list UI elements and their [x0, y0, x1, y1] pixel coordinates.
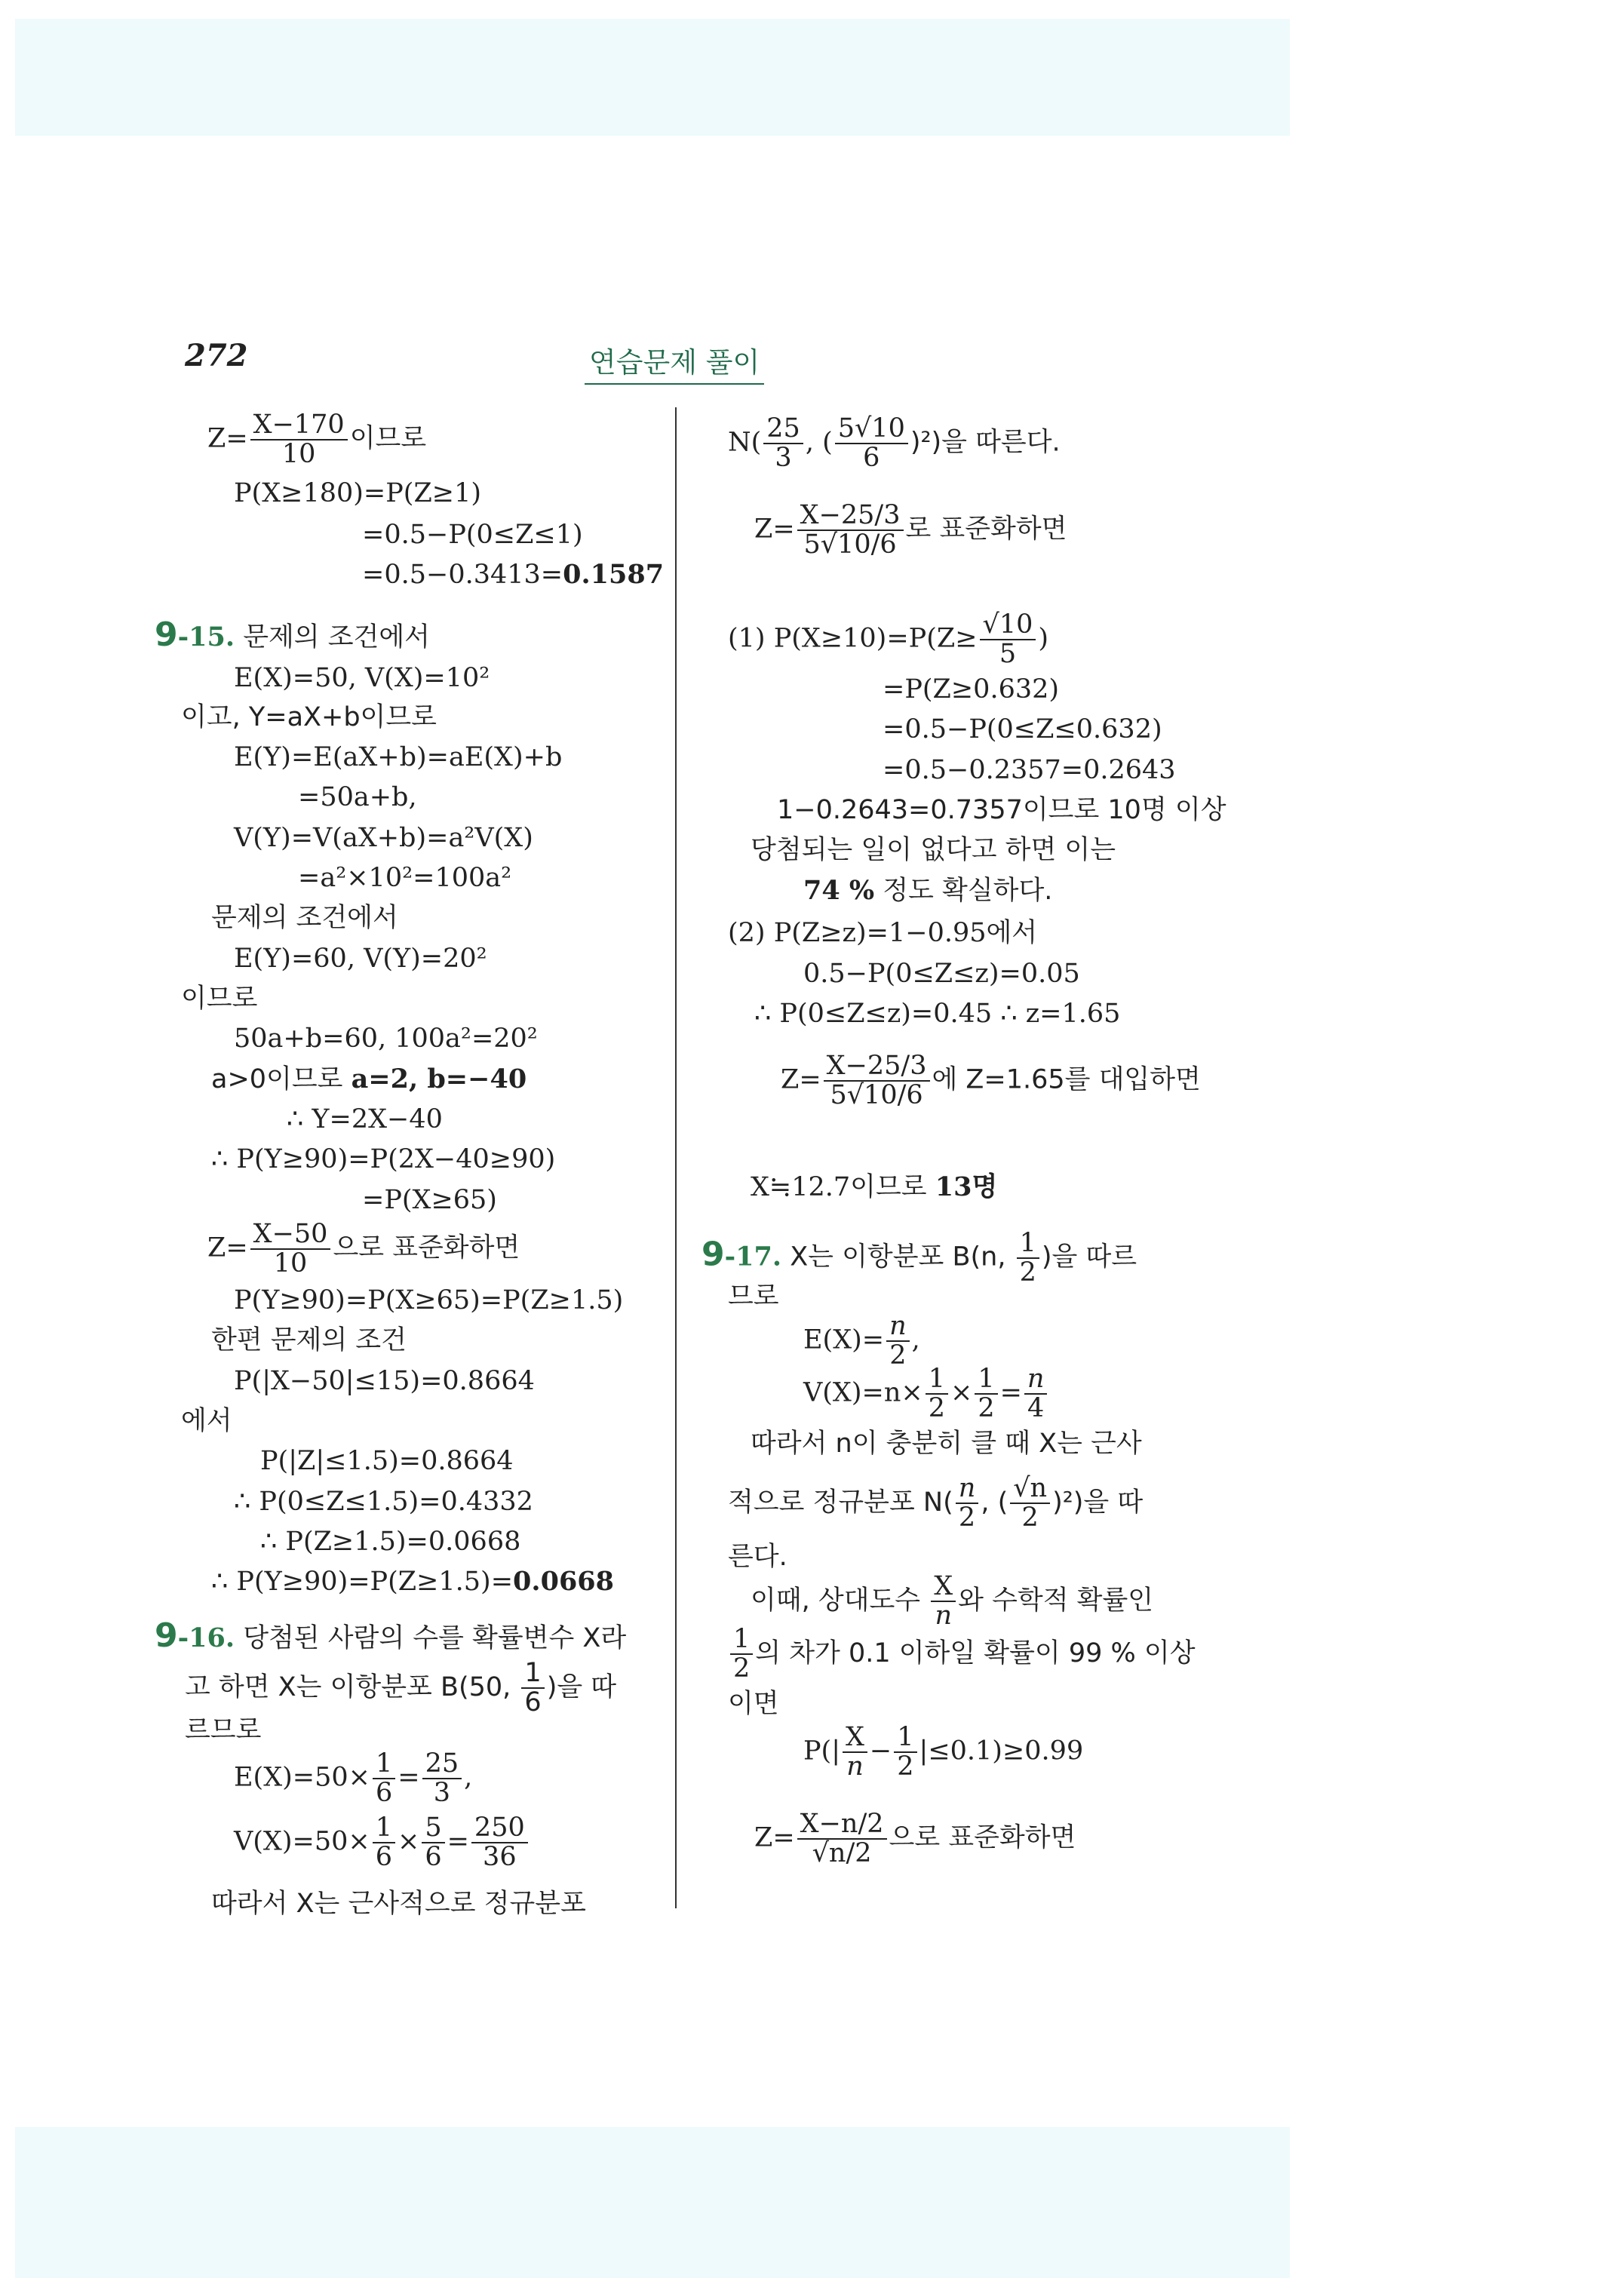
text-line: 1−0.2643=0.7357이므로 10명 이상: [777, 795, 1226, 825]
text-line: 따라서 X는 근사적으로 정규분포: [211, 1889, 586, 1919]
eq-part2: (2) P(Z≥z)=1−0.95에서: [728, 918, 1038, 948]
text-line: 따라서 n이 충분히 클 때 X는 근사: [751, 1429, 1142, 1459]
text-line: 이면: [728, 1689, 779, 1719]
eq-line: P(X≥180)=P(Z≥1): [234, 478, 482, 508]
problem-9-17-heading: 9-17. X는 이항분포 B(n, $\frac{1}{2}$ )을 따르: [701, 1228, 1137, 1288]
eq-line: =P(X≥65): [362, 1185, 497, 1215]
eq-line: =50a+b,: [298, 782, 417, 812]
text-line: 므로: [728, 1282, 779, 1312]
eq-expectation: E(X)= $\frac{n}{2}$ ,: [803, 1311, 920, 1371]
eq-variance: V(X)=50× $\frac{1}{6}$ × $\frac{5}{6}$ = $\frac{250}{36}$: [234, 1814, 530, 1871]
answer-line: 74 % 정도 확실하다.: [803, 875, 1053, 906]
text-line: 에서: [181, 1406, 232, 1436]
eq-line: E(Y)=60, V(Y)=20²: [234, 944, 487, 974]
text-line: 르므로: [185, 1715, 262, 1745]
eq-z-standardize-c: Z= $\frac{X-25/3}{5√10/6}$ 로 표준화하면: [754, 500, 1067, 560]
eq-probability-condition: P(| $\frac{X}{n}$ − $\frac{1}{2}$ |≤0.1)≥0.99: [803, 1722, 1084, 1782]
eq-part1: (1) P(X≥10)=P(Z≥ $\frac{√10}{5}$ ): [728, 609, 1049, 669]
eq-line: =a²×10²=100a²: [298, 863, 512, 893]
text-line: 른다.: [728, 1542, 787, 1572]
eq-line: P(|Z|≤1.5)=0.8664: [260, 1446, 514, 1476]
eq-normal-dist: N( $\frac{25}{3}$ , ( $\frac{5√10}{6}$ )²)을 따른다.: [728, 413, 1061, 473]
eq-line: P(Y≥90)=P(X≥65)=P(Z≥1.5): [234, 1285, 624, 1315]
text-line: 문제의 조건에서: [211, 903, 398, 933]
answer-line: X≒12.7이므로 13명: [751, 1171, 998, 1202]
text-line: $\frac{1}{2}$ 의 차가 0.1 이하일 확률이 99 % 이상: [728, 1625, 1196, 1683]
problem-9-16-heading: 9-16. 당첨된 사람의 수를 확률변수 X라: [155, 1616, 627, 1655]
eq-line: V(Y)=V(aX+b)=a²V(X): [234, 823, 533, 853]
eq-line: P(|X−50|≤15)=0.8664: [234, 1366, 535, 1396]
eq-z-standardize-e: Z= $\frac{X-n/2}{√n/2}$ 으로 표준화하면: [754, 1809, 1076, 1868]
answer-line: ∴ P(Y≥90)=P(Z≥1.5)=0.0668: [211, 1566, 614, 1597]
eq-line: =P(Z≥0.632): [883, 674, 1060, 704]
eq-line: ∴ P(Y≥90)=P(2X−40≥90): [211, 1144, 556, 1174]
bottom-decorative-band: [15, 2127, 1290, 2278]
eq-line: =0.5−P(0≤Z≤0.632): [883, 714, 1162, 744]
running-head-title: 연습문제 풀이: [585, 339, 764, 385]
text-line: 이고, Y=aX+b이므로: [181, 702, 437, 732]
eq-line: =0.5−P(0≤Z≤1): [362, 520, 583, 550]
eq-line: ∴ P(0≤Z≤1.5)=0.4332: [234, 1487, 533, 1517]
eq-line: E(Y)=E(aX+b)=aE(X)+b: [234, 742, 563, 772]
eq-line: =0.5−0.2357=0.2643: [883, 755, 1176, 785]
eq-line: ∴ P(Z≥1.5)=0.0668: [260, 1527, 521, 1557]
text-line: 이때, 상대도수 $\frac{X}{n}$ 와 수학적 확률인: [751, 1571, 1154, 1631]
eq-line: ∴ P(0≤Z≤z)=0.45 ∴ z=1.65: [754, 999, 1121, 1029]
eq-line: ∴ Y=2X−40: [287, 1104, 443, 1134]
eq-line: E(X)=50, V(X)=10²: [234, 663, 490, 693]
eq-z-standardize-a: Z= $\frac{X-170}{10}$ 이므로: [207, 410, 427, 469]
text-line: 이므로: [181, 984, 258, 1014]
text-line: 한편 문제의 조건: [211, 1325, 407, 1355]
eq-z-standardize-b: Z= $\frac{X-50}{10}$ 으로 표준화하면: [207, 1219, 520, 1278]
answer-line: a>0이므로 a=2, b=−40: [211, 1064, 527, 1094]
eq-variance: V(X)=n× $\frac{1}{2}$ × $\frac{1}{2}$ = $\frac{n}{4}$: [803, 1365, 1049, 1423]
top-decorative-band: [15, 19, 1290, 136]
column-divider: [675, 407, 677, 1908]
eq-line: 50a+b=60, 100a²=20²: [234, 1024, 538, 1054]
text-line: 당첨되는 일이 없다고 하면 이는: [751, 835, 1116, 865]
eq-line: 0.5−P(0≤Z≤z)=0.05: [803, 959, 1080, 989]
text-line: 적으로 정규분포 N( $\frac{n}{2}$ , ( $\frac{√n}{2}$ )²)을 따: [728, 1473, 1144, 1533]
eq-line: =0.5−0.3413=0.1587: [362, 559, 665, 590]
text-line: 고 하면 X는 이항분포 B(50, $\frac{1}{6}$ )을 따: [185, 1658, 617, 1717]
page-number: 272: [185, 338, 248, 373]
eq-z-standardize-d: Z= $\frac{X-25/3}{5√10/6}$ 에 Z=1.65를 대입하면: [781, 1051, 1201, 1110]
eq-expectation: E(X)=50× $\frac{1}{6}$ = $\frac{25}{3}$ ,: [234, 1748, 473, 1808]
problem-9-15-heading: 9-15. 문제의 조건에서: [155, 615, 430, 654]
